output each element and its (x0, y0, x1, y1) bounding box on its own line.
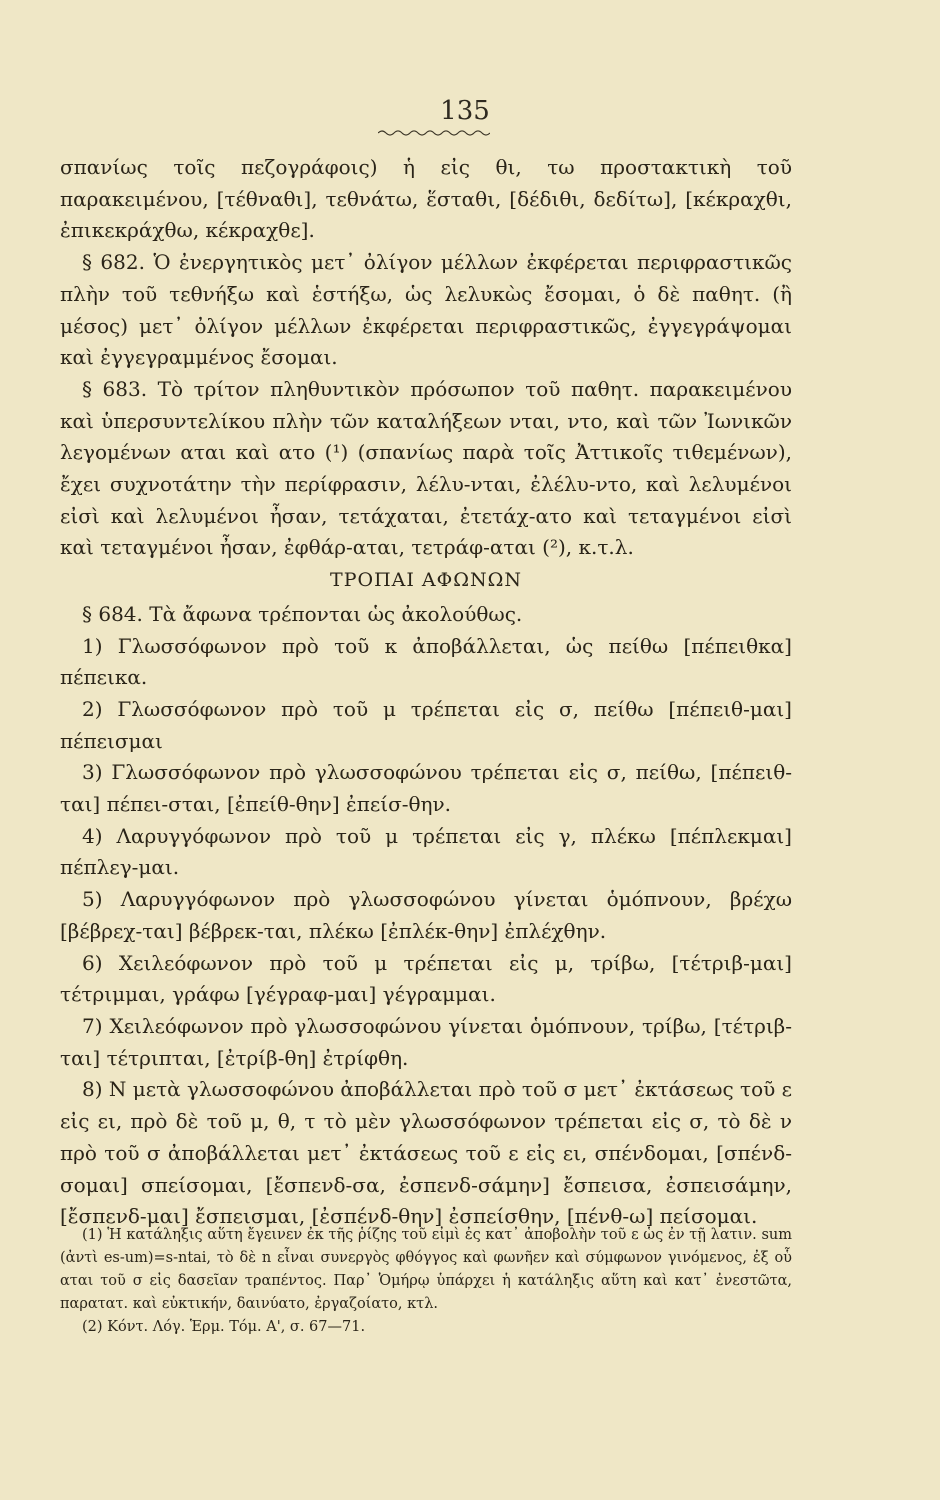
rule-4: 4) Λαρυγγόφωνον πρὸ τοῦ μ τρέπεται εἰς γ, πλέκω [πέπλεκμαι] πέπλεγ-μαι. (60, 823, 792, 880)
rule-3: 3) Γλωσσόφωνον πρὸ γλωσσοφώνου τρέπεται εἰς σ, πείθω, [πέπειθ-ται] πέπει-σται, [ἐπείθ-θην] ἐπείσ-θην. (60, 760, 792, 817)
rule-8: 8) Ν μετὰ γλωσσοφώνου ἀποβάλλεται πρὸ τοῦ σ μετ᾽ ἐκτάσεως τοῦ ε εἰς ει, πρὸ δὲ τοῦ μ, θ, τ τὸ μὲν γλωσσόφωνον τρέπεται εἰς σ, τὸ δὲ ν πρὸ τοῦ σ ἀποβάλλεται μετ᾽ ἐκτάσεως τοῦ ε εἰς ει, σπένδομαι, [σπένδ-σομαι] σπείσομαι, [ἔσπενδ-σα, ἐσπενδ-σάμην] ἔσπεισα, ἐσπεισάμην, [ἔσπενδ-μαι] ἔσπεισμαι, [ἐσπένδ-θην] ἐσπείσθην, [πένθ-ω] πείσομαι. (60, 1077, 792, 1229)
footnote-1: (1) Ἡ κατάληξις αὕτη ἔγεινεν ἐκ τῆς ῥίζης τοῦ εἰμὶ ἐς κατ᾽ ἀποβολὴν τοῦ ε ὡς ἐν τῇ λατιν. sum (ἀντὶ es-um)=s-ntai, τὸ δὲ n εἶναι συνεργὸς φθόγγος καὶ φωνῆεν καὶ σύμφωνον γινόμενος, ἐξ οὗ αται τοῦ σ εἰς δασεῖαν τραπέντος. Παρ᾽ Ὁμήρῳ ὑπάρχει ἡ κατάληξις αὕτη καὶ κατ᾽ ἐνεστῶτα, παρατατ. καὶ εὐκτικήν, δαινύατο, ἐργαζοίατο, κτλ. (60, 1227, 792, 1312)
rule-6: 6) Χειλεόφωνον πρὸ τοῦ μ τρέπεται εἰς μ, τρίβω, [τέτριβ-μαι] τέτριμμαι, γράφω [γέγραφ-μαι] γέγραμμαι. (60, 950, 792, 1007)
footnotes (60, 1224, 792, 1339)
section-683: § 683. Τὸ τρίτον πληθυντικὸν πρόσωπον τοῦ παθητ. παρακειμένου καὶ ὑπερσυντελίκου πλὴν τῶν καταλήξεων νται, ντο, καὶ τῶν Ἰωνικῶν λεγομένων αται καὶ ατο (¹) (σπανίως παρὰ τοῖς Ἀττικοῖς τιθεμένων), ἔχει συχνοτάτην τὴν περίφρασιν, λέλυ-νται, ἐλέλυ-ντο, καὶ λελυμένοι εἰσὶ καὶ λελυμένοι ἦσαν, τετάχαται, ἐτετάχ-ατο καὶ τεταγμένοι εἰσὶ καὶ τεταγμένοι ἦσαν, ἐφθάρ-αται, τετράφ-αται (²), κ.τ.λ. (60, 376, 792, 560)
section-682: § 682. Ὁ ἐνεργητικὸς μετ᾽ ὀλίγον μέλλων ἐκφέρεται περιφραστικῶς πλὴν τοῦ τεθνήξω καὶ ἑστήξω, ὡς λελυκὼς ἔσομαι, ὁ δὲ παθητ. (ἢ μέσος) μετ᾽ ὀλίγον μέλλων ἐκφέρεται περιφραστικῶς, ἐγγεγράψομαι καὶ ἐγγεγραμμένος ἔσομαι. (60, 250, 792, 370)
footnote-2: (2) Κόντ. Λόγ. Ἑρμ. Τόμ. Α', σ. 67—71. (82, 1319, 366, 1335)
section-heading: ΤΡΟΠΑΙ ΑΦΩΝΩΝ (330, 569, 522, 592)
rule-2: 2) Γλωσσόφωνον πρὸ τοῦ μ τρέπεται εἰς σ, πείθω [πέπειθ-μαι] πέπεισμαι (60, 696, 792, 753)
main-text (60, 152, 792, 1233)
rule-5: 5) Λαρυγγόφωνον πρὸ γλωσσοφώνου γίνεται ὁμόπνουν, βρέχω [βέβρεχ-ται] βέβρεκ-ται, πλέκω [ἐπλέκ-θην] ἐπλέχθην. (60, 887, 792, 943)
page-number: 135 (440, 96, 490, 126)
paragraph-continuation: σπανίως τοῖς πεζογράφοις) ἡ εἰς θι, τω προστακτικὴ τοῦ παρακειμένου, [τέθναθι], τεθνάτω, ἕσταθι, [δέδιθι, δεδίτω], [κέκραχθι, ἐπικεκράχθω, κέκραχθε]. (60, 155, 792, 243)
section-684: § 684. Τὰ ἄφωνα τρέπονται ὡς ἀκολούθως. (82, 601, 523, 626)
rule-1: 1) Γλωσσόφωνον πρὸ τοῦ κ ἀποβάλλεται, ὡς πείθω [πέπειθκα] πέπεικα. (60, 633, 792, 690)
page-number-ornament (378, 128, 490, 138)
rule-7: 7) Χειλεόφωνον πρὸ γλωσσοφώνου γίνεται ὁμόπνουν, τρίβω, [τέτριβ-ται] τέτριπται, [ἐτρίβ-θη] ἐτρίφθη. (60, 1013, 792, 1070)
